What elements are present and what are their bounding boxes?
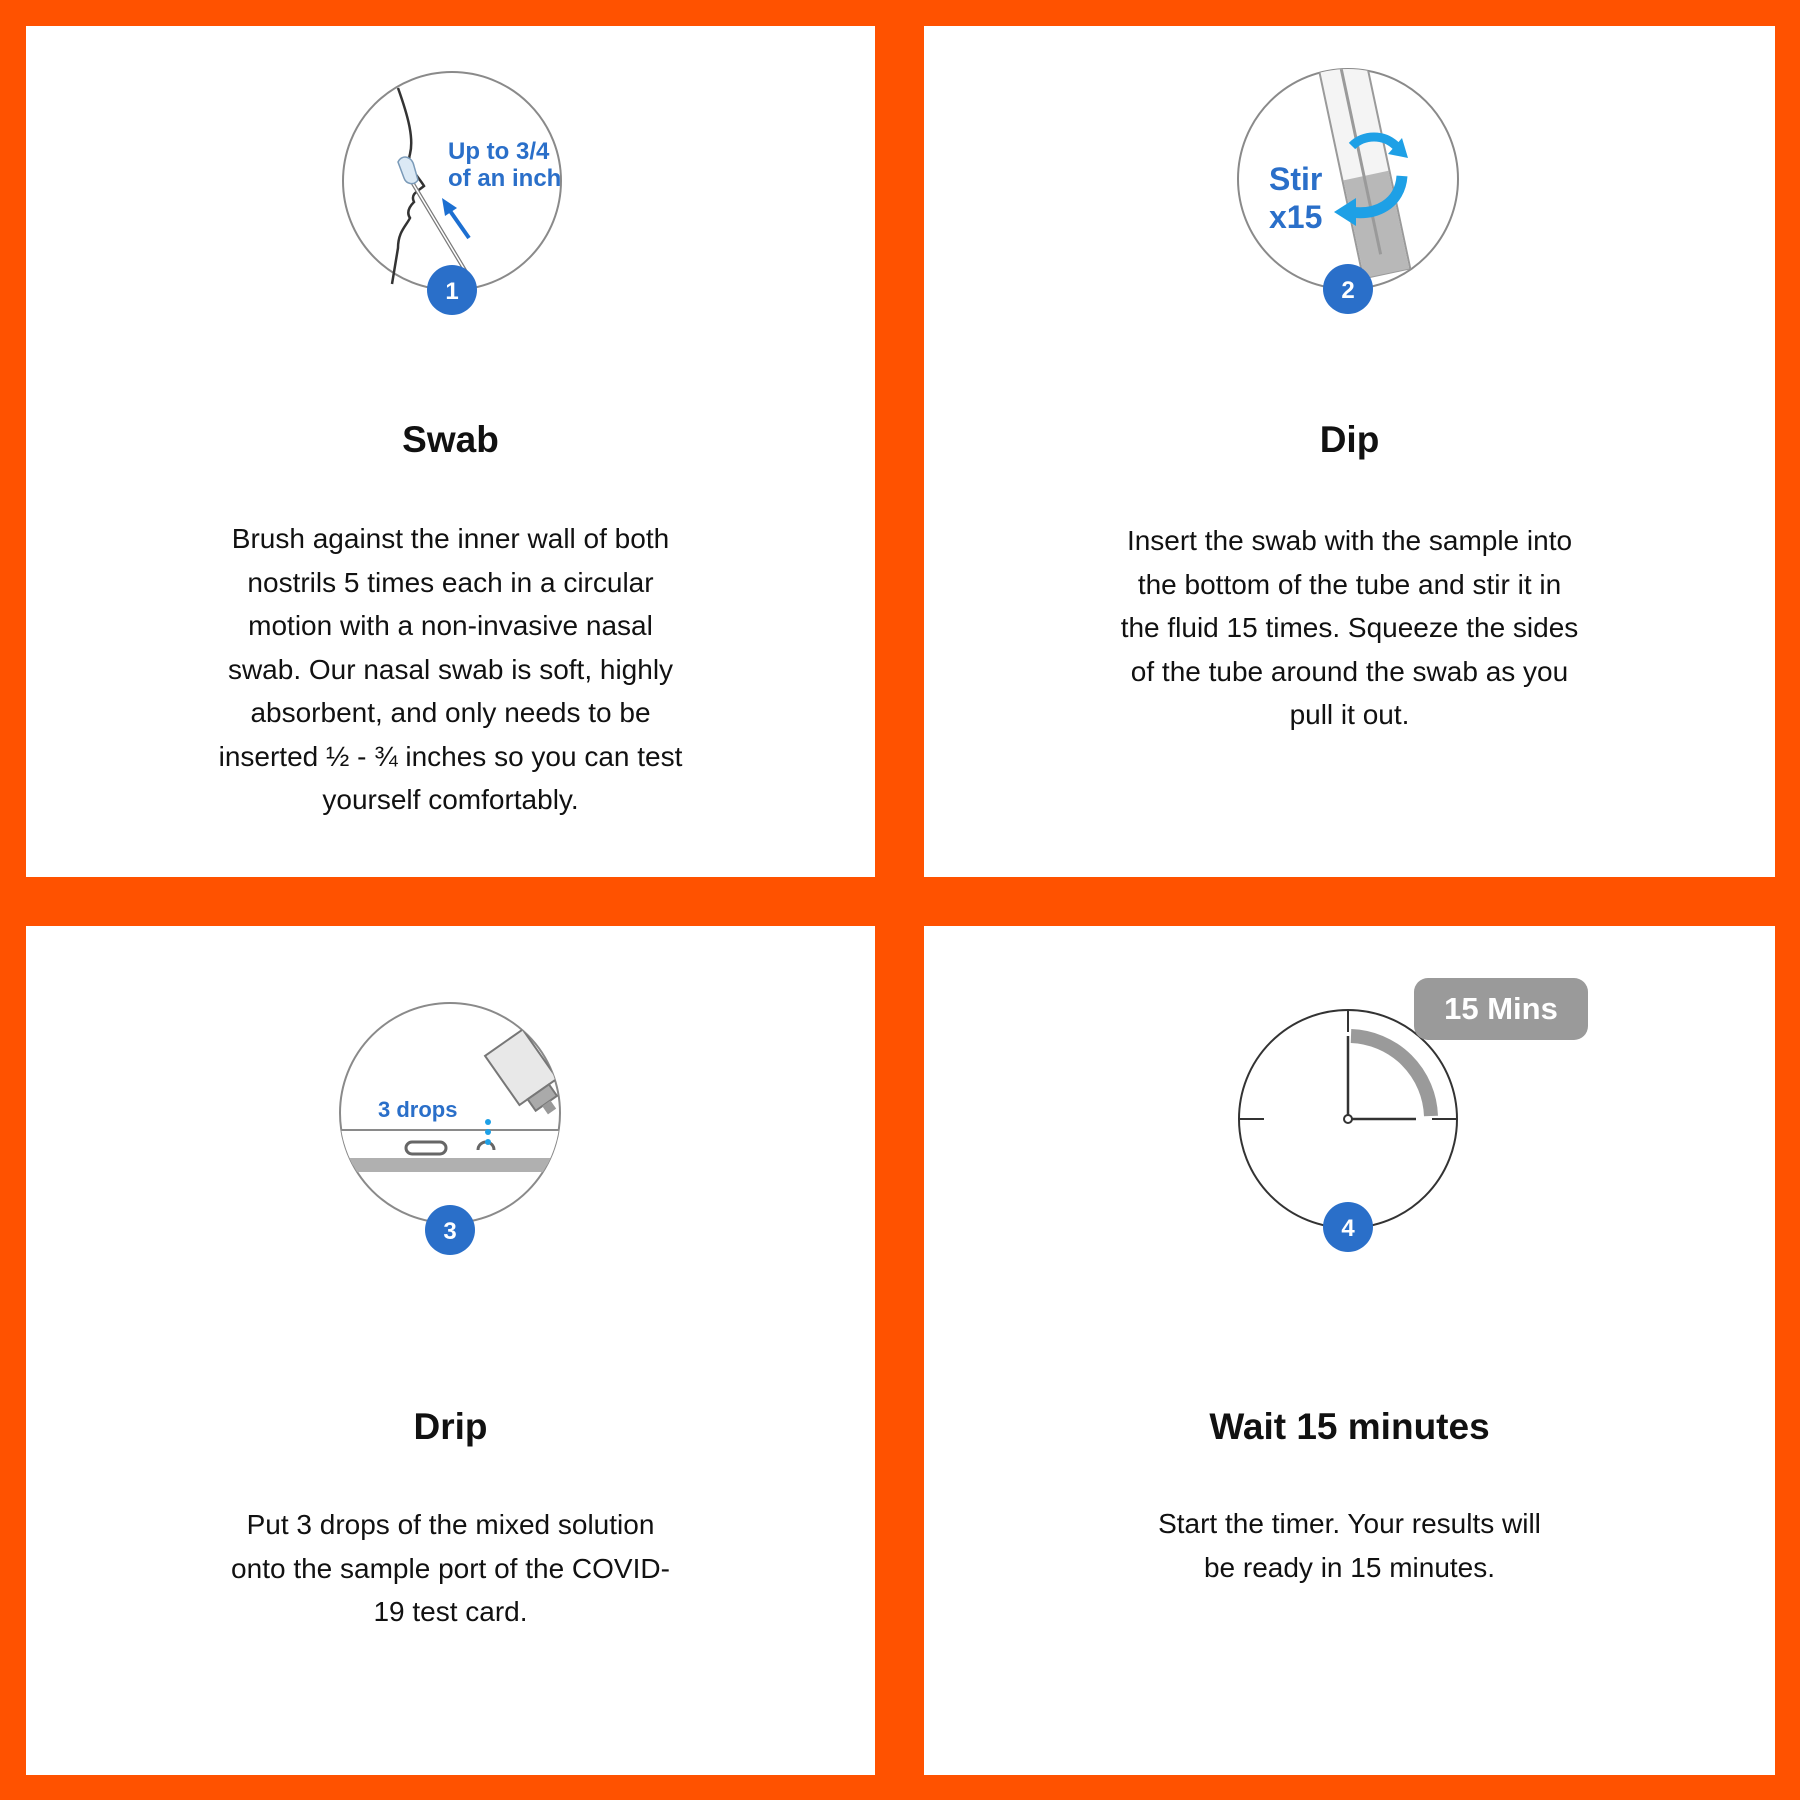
drops-icon: [485, 1119, 491, 1145]
step-description: Start the timer. Your results will be ready in 15 minutes.: [1158, 1508, 1541, 1583]
step-number: 2: [1341, 277, 1355, 304]
step-panel-wait: [924, 926, 1775, 1775]
step-panel-dip: [924, 26, 1775, 877]
step-panel-swab: [26, 26, 875, 877]
step-description: Insert the swab with the sample into the bottom of the tube and stir it in the fluid 15 times. Squeeze the sides of the tube around the swab as you pull it out.: [1120, 525, 1579, 730]
step-number: 1: [445, 278, 459, 305]
step-number: 4: [1341, 1215, 1355, 1242]
swab-depth-label-2: of an inch: [448, 165, 562, 192]
step-description: Put 3 drops of the mixed solution onto the sample port of the COVID-19 test card.: [231, 1509, 670, 1627]
drip-illustration: [26, 926, 875, 1775]
drops-label: 3 drops: [378, 1097, 458, 1122]
wait-illustration: [924, 926, 1775, 1775]
timer-label: 15 Mins: [1444, 991, 1558, 1026]
step-title: Drip: [413, 1406, 488, 1447]
step-title: Wait 15 minutes: [1209, 1406, 1490, 1447]
swab-depth-label: Up to 3/4: [448, 138, 550, 165]
step-number: 3: [443, 1218, 457, 1245]
step-panel-drip: [26, 926, 875, 1775]
step-description: Brush against the inner wall of both nostrils 5 times each in a circular motion with a non-invasive nasal swab. Our nasal swab is soft, highly absorbent, and only needs to be inserted ½ - ¾ inches so you can test yourself comfortably.: [218, 523, 683, 815]
stir-label: Stir: [1269, 161, 1323, 197]
step-title: Dip: [1319, 419, 1380, 460]
step-title: Swab: [402, 419, 499, 460]
stir-count-label: x15: [1269, 199, 1323, 235]
test-card-icon: [326, 1130, 576, 1172]
clock-icon: [1239, 1010, 1457, 1228]
